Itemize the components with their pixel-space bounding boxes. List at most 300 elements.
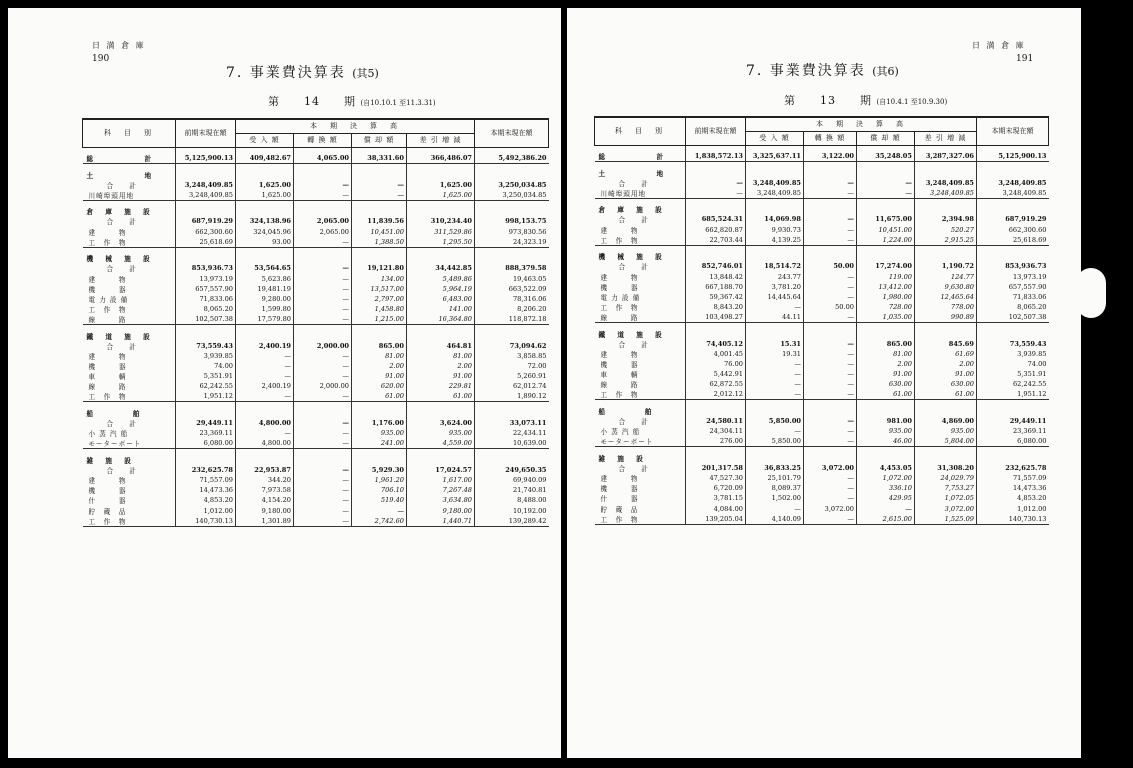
amount-cell: 139,289.42 (475, 516, 549, 527)
table-body-right (595, 145, 1049, 524)
amount-cell: — (804, 369, 857, 379)
amount-cell: — (804, 416, 857, 426)
amount-cell (352, 206, 407, 216)
amount-cell: — (236, 391, 294, 402)
amount-cell: 53,564.65 (236, 263, 294, 273)
amount-cell (857, 329, 915, 339)
header-end: 本期末現在額 (475, 119, 549, 147)
table-row (83, 381, 549, 391)
amount-cell: 3,248,409.85 (915, 178, 977, 188)
amount-cell: 5,125,900.13 (977, 151, 1049, 162)
amount-cell (804, 204, 857, 214)
amount-cell: 4,084.00 (686, 504, 746, 514)
amount-cell: 24,580.11 (686, 416, 746, 426)
amount-cell: 2,400.19 (236, 381, 294, 391)
amount-cell: 4,559.00 (407, 438, 475, 449)
amount-cell: 23,369.11 (176, 428, 236, 438)
amount-cell (686, 251, 746, 261)
amount-cell: 22,953.87 (236, 465, 294, 475)
amount-cell: 14,473.36 (176, 485, 236, 495)
amount-cell: — (236, 361, 294, 371)
amount-cell: 15.31 (746, 339, 804, 349)
row-label: モーターボート (88, 440, 142, 449)
table-row (595, 204, 1049, 214)
table-row (83, 253, 549, 263)
row-label: 建 物 (88, 477, 127, 486)
table-row (595, 349, 1049, 359)
amount-cell: 141.00 (407, 304, 475, 314)
amount-cell: 19,463.05 (475, 273, 549, 283)
amount-cell (352, 170, 407, 180)
amount-cell: 2,065.00 (294, 216, 352, 226)
row-label: 合 計 (618, 179, 649, 188)
amount-cell: 229.81 (407, 381, 475, 391)
amount-cell: 17,274.00 (857, 261, 915, 271)
amount-cell: — (236, 371, 294, 381)
amount-cell: 5,850.00 (746, 416, 804, 426)
amount-cell: 657,557.90 (176, 284, 236, 294)
amount-cell: 50.00 (804, 261, 857, 271)
amount-cell: 2.00 (915, 359, 977, 369)
table-row (83, 361, 549, 371)
amount-cell: 1,525.09 (915, 514, 977, 525)
amount-cell: 6,720.09 (686, 483, 746, 493)
header-receipts: 受 入 額 (236, 133, 294, 147)
amount-cell (294, 331, 352, 341)
row-label: 船 舶 (598, 407, 657, 416)
amount-cell: 6,080.00 (176, 438, 236, 449)
table-row (595, 178, 1049, 188)
amount-cell: 6,483.00 (407, 294, 475, 304)
settlement-table-left (82, 118, 549, 527)
amount-cell: 232,625.78 (176, 465, 236, 475)
amount-cell: — (294, 465, 352, 475)
amount-cell: 344.20 (236, 475, 294, 485)
amount-cell: 5,489.86 (407, 273, 475, 283)
amount-cell: 91.00 (857, 369, 915, 379)
amount-cell: 61.00 (352, 391, 407, 402)
amount-cell: 8,065.20 (977, 302, 1049, 312)
row-label: 合 計 (618, 340, 649, 349)
table-row (83, 304, 549, 314)
amount-cell: 4,139.25 (746, 235, 804, 246)
row-label: 機 器 (88, 487, 127, 496)
amount-cell: 1,617.00 (407, 475, 475, 485)
amount-cell (857, 406, 915, 416)
amount-cell: 2,000.00 (294, 381, 352, 391)
amount-cell: 778.00 (915, 302, 977, 312)
amount-cell: 4,154.20 (236, 495, 294, 505)
amount-cell: — (236, 428, 294, 438)
amount-cell: 9,180.00 (407, 506, 475, 516)
amount-cell (977, 251, 1049, 261)
amount-cell (407, 206, 475, 216)
row-label: 機 器 (600, 361, 639, 370)
row-label: 建 物 (88, 228, 127, 237)
amount-cell: 4,065.00 (294, 153, 352, 164)
amount-cell: 5,125,900.13 (176, 153, 236, 164)
amount-cell: 1,951.12 (977, 389, 1049, 400)
table-row (595, 271, 1049, 281)
amount-cell: 2,797.00 (352, 294, 407, 304)
amount-cell: — (746, 426, 804, 436)
amount-cell: 62,242.55 (176, 381, 236, 391)
amount-cell (686, 204, 746, 214)
amount-cell: 124.77 (915, 271, 977, 281)
amount-cell: 1,012.00 (977, 504, 1049, 514)
amount-cell: 13,412.00 (857, 282, 915, 292)
amount-cell: 61.00 (857, 389, 915, 400)
amount-cell: — (804, 483, 857, 493)
amount-cell: 324,045.96 (236, 227, 294, 237)
amount-cell: 5,929.30 (352, 465, 407, 475)
amount-cell: 10,451.00 (857, 225, 915, 235)
amount-cell: — (746, 504, 804, 514)
amount-cell (407, 253, 475, 263)
amount-cell: 853,936.73 (977, 261, 1049, 271)
table-row (83, 475, 549, 485)
table-row (595, 151, 1049, 162)
amount-cell: 1,215.00 (352, 314, 407, 325)
amount-cell: — (352, 190, 407, 201)
amount-cell: — (294, 371, 352, 381)
amount-cell: 3,072.00 (804, 504, 857, 514)
table-row (83, 170, 549, 180)
amount-cell (176, 170, 236, 180)
amount-cell: — (294, 361, 352, 371)
row-label: 雑 施 設 (86, 456, 136, 465)
amount-cell: 22,703.44 (686, 235, 746, 246)
row-label: 工 作 物 (88, 517, 127, 526)
amount-cell: 657,557.90 (977, 282, 1049, 292)
row-label: 総 計 (86, 155, 157, 163)
amount-cell: — (804, 235, 857, 246)
table-row (595, 282, 1049, 292)
amount-cell: 24,323.19 (475, 237, 549, 248)
row-label: 貯 蔵 品 (600, 505, 639, 514)
amount-cell: 3,248,409.85 (176, 190, 236, 201)
amount-cell: 519.40 (352, 495, 407, 505)
amount-cell (746, 204, 804, 214)
table-row (595, 251, 1049, 261)
amount-cell: 1,440.71 (407, 516, 475, 527)
table-row (595, 302, 1049, 312)
row-label: 鐵 道 施 設 (598, 330, 667, 339)
amount-cell: 1,951.12 (176, 391, 236, 402)
amount-cell: 8,206.20 (475, 304, 549, 314)
amount-cell (804, 406, 857, 416)
amount-cell: — (804, 349, 857, 359)
amount-cell: — (294, 263, 352, 273)
table-row (83, 314, 549, 325)
amount-cell: 18,514.72 (746, 261, 804, 271)
amount-cell: 3,248,409.85 (746, 188, 804, 199)
amount-cell (475, 170, 549, 180)
amount-cell: 102,507.38 (977, 312, 1049, 323)
amount-cell: 35,248.05 (857, 151, 915, 162)
amount-cell (176, 331, 236, 341)
amount-cell: 667,188.70 (686, 282, 746, 292)
amount-cell: 1,190.72 (915, 261, 977, 271)
period-left-label: 第 14 期 (268, 95, 356, 108)
amount-cell: 19,121.80 (352, 263, 407, 273)
amount-cell: 620.00 (352, 381, 407, 391)
amount-cell (236, 331, 294, 341)
amount-cell (236, 455, 294, 465)
table-row (83, 153, 549, 164)
amount-cell: — (294, 495, 352, 505)
amount-cell: 24,304.11 (686, 426, 746, 436)
row-label: 総 計 (598, 153, 669, 161)
amount-cell: 663,522.09 (475, 284, 549, 294)
table-row (83, 237, 549, 248)
row-label: 工 作 物 (600, 515, 639, 524)
amount-cell: 865.00 (857, 339, 915, 349)
amount-cell: 118,872.18 (475, 314, 549, 325)
amount-cell: 464.81 (407, 341, 475, 351)
amount-cell (686, 453, 746, 463)
amount-cell: 119.00 (857, 271, 915, 281)
amount-cell: 1,890.12 (475, 391, 549, 402)
amount-cell: 62,872.55 (686, 379, 746, 389)
corner-label-right: 日 満 倉 庫 (972, 41, 1026, 50)
amount-cell: 62,012.74 (475, 381, 549, 391)
row-label: 電 力 設 備 (600, 293, 641, 302)
amount-cell (475, 253, 549, 263)
row-label: 什 器 (88, 497, 127, 506)
table-row (83, 331, 549, 341)
table-row (595, 504, 1049, 514)
row-label: 線 路 (88, 383, 127, 392)
amount-cell (915, 204, 977, 214)
amount-cell: 2,000.00 (294, 341, 352, 351)
amount-cell: 71,833.06 (977, 292, 1049, 302)
amount-cell: 935.00 (857, 426, 915, 436)
amount-cell: 69,940.09 (475, 475, 549, 485)
amount-cell: 276.00 (686, 436, 746, 447)
row-label: 建 物 (600, 475, 639, 484)
table-row (83, 351, 549, 361)
header-current: 本 期 決 算 高 (236, 119, 475, 133)
table-row (83, 506, 549, 516)
amount-cell: — (686, 188, 746, 199)
row-label: 車 輌 (88, 373, 127, 382)
table-row (595, 339, 1049, 349)
table-row (595, 329, 1049, 339)
amount-cell (686, 406, 746, 416)
table-row (595, 235, 1049, 246)
amount-cell: — (294, 428, 352, 438)
amount-cell (475, 408, 549, 418)
amount-cell: 3,858.85 (475, 351, 549, 361)
amount-cell: 8,065.20 (176, 304, 236, 314)
table-row (83, 180, 549, 190)
amount-cell (977, 329, 1049, 339)
amount-cell: — (294, 190, 352, 201)
amount-cell: — (294, 273, 352, 283)
table-row (83, 284, 549, 294)
header-diff: 差 引 増 減 (915, 131, 977, 145)
amount-cell: — (294, 351, 352, 361)
amount-cell: 3,939.85 (977, 349, 1049, 359)
amount-cell: 13,517.00 (352, 284, 407, 294)
row-label: 倉 庫 施 設 (86, 208, 155, 217)
amount-cell: — (857, 178, 915, 188)
amount-cell: 1,012.00 (176, 506, 236, 516)
amount-cell (804, 251, 857, 261)
amount-cell (686, 168, 746, 178)
header-item: 科 目 別 (595, 117, 686, 145)
amount-cell: 4,869.00 (915, 416, 977, 426)
amount-cell: 232,625.78 (977, 463, 1049, 473)
amount-cell: 10,639.00 (475, 438, 549, 449)
amount-cell (977, 406, 1049, 416)
amount-cell: 19,481.19 (236, 284, 294, 294)
table-row (83, 273, 549, 283)
amount-cell: 998,153.75 (475, 216, 549, 226)
amount-cell: 140,730.13 (176, 516, 236, 527)
amount-cell: 12,465.64 (915, 292, 977, 302)
table-row (595, 369, 1049, 379)
table-row (83, 408, 549, 418)
amount-cell (176, 206, 236, 216)
amount-cell: 243.77 (746, 271, 804, 281)
amount-cell: — (294, 516, 352, 527)
amount-cell (176, 408, 236, 418)
amount-cell: 1,838,572.13 (686, 151, 746, 162)
amount-cell: 9,630.80 (915, 282, 977, 292)
amount-cell: 3,248,409.85 (977, 188, 1049, 199)
amount-cell: — (804, 473, 857, 483)
amount-cell: 981.00 (857, 416, 915, 426)
amount-cell: — (294, 284, 352, 294)
amount-cell: 201,317.58 (686, 463, 746, 473)
period-left (268, 93, 436, 109)
amount-cell: — (804, 214, 857, 224)
amount-cell: 662,300.60 (176, 227, 236, 237)
row-label: 川崎埠頭用地 (600, 189, 647, 198)
amount-cell: 14,473.36 (977, 483, 1049, 493)
amount-cell: 336.10 (857, 483, 915, 493)
amount-cell (407, 408, 475, 418)
amount-cell: 3,325,637.11 (746, 151, 804, 162)
amount-cell: 25,618.69 (176, 237, 236, 248)
table-row (83, 485, 549, 495)
table-row (83, 391, 549, 402)
amount-cell: 61.00 (915, 389, 977, 400)
amount-cell: 3,287,327.06 (915, 151, 977, 162)
amount-cell: 630.00 (915, 379, 977, 389)
amount-cell: 50.00 (804, 302, 857, 312)
amount-cell: 687,919.29 (176, 216, 236, 226)
period-right (784, 92, 947, 108)
amount-cell: 78,316.06 (475, 294, 549, 304)
row-label: 土 地 (86, 171, 157, 180)
amount-cell: 2,742.60 (352, 516, 407, 527)
amount-cell: 249,650.35 (475, 465, 549, 475)
table-row (83, 227, 549, 237)
table-row (595, 436, 1049, 447)
table-row (83, 206, 549, 216)
row-label: 機 器 (88, 285, 127, 294)
amount-cell (475, 455, 549, 465)
amount-cell: 7,753.27 (915, 483, 977, 493)
header-diff: 差 引 増 減 (407, 133, 475, 147)
header-receipts: 受 入 額 (746, 131, 804, 145)
row-label: 合 計 (618, 418, 649, 427)
amount-cell: 311,529.86 (407, 227, 475, 237)
amount-cell: 73,559.43 (176, 341, 236, 351)
amount-cell: 1,295.50 (407, 237, 475, 248)
row-label: 小 蒸 汽 船 (600, 428, 641, 437)
amount-cell: — (294, 506, 352, 516)
table-row (595, 214, 1049, 224)
amount-cell: 3,122.00 (804, 151, 857, 162)
amount-cell: — (746, 302, 804, 312)
amount-cell: — (294, 485, 352, 495)
amount-cell: 5,804.00 (915, 436, 977, 447)
row-label: 建 物 (600, 273, 639, 282)
amount-cell: 4,800.00 (236, 438, 294, 449)
amount-cell: 62,242.55 (977, 379, 1049, 389)
title-left (226, 62, 379, 82)
row-label: 什 器 (600, 495, 639, 504)
amount-cell: — (294, 304, 352, 314)
amount-cell: 74.00 (977, 359, 1049, 369)
amount-cell: 93.00 (236, 237, 294, 248)
amount-cell (686, 329, 746, 339)
amount-cell (746, 406, 804, 416)
amount-cell: 935.00 (407, 428, 475, 438)
amount-cell (236, 253, 294, 263)
table-row (595, 359, 1049, 369)
amount-cell: 72.00 (475, 361, 549, 371)
amount-cell: 33,073.11 (475, 418, 549, 428)
amount-cell (746, 453, 804, 463)
row-label: 合 計 (618, 465, 649, 474)
row-label: 機 器 (600, 485, 639, 494)
amount-cell: 520.27 (915, 225, 977, 235)
amount-cell: 3,781.15 (686, 493, 746, 503)
header-item: 科 目 別 (83, 119, 176, 147)
row-label: 貯 蔵 品 (88, 507, 127, 516)
amount-cell: 3,072.00 (915, 504, 977, 514)
amount-cell: 74,405.12 (686, 339, 746, 349)
table-row (595, 168, 1049, 178)
amount-cell: 25,618.69 (977, 235, 1049, 246)
amount-cell: 1,388.50 (352, 237, 407, 248)
amount-cell: 29,449.11 (176, 418, 236, 428)
settlement-table-right (594, 116, 1049, 525)
amount-cell: 16,364.80 (407, 314, 475, 325)
amount-cell (352, 331, 407, 341)
amount-cell: 1,980.00 (857, 292, 915, 302)
binder-tab (1082, 250, 1112, 340)
amount-cell: 310,234.40 (407, 216, 475, 226)
header-transfer: 轉 換 額 (804, 131, 857, 145)
row-label: 建 物 (600, 350, 639, 359)
amount-cell: 24,029.79 (915, 473, 977, 483)
period-left-dates: (自10.10.1 至11.3.31) (360, 99, 436, 107)
row-label: 機 器 (88, 363, 127, 372)
amount-cell: 935.00 (352, 428, 407, 438)
amount-cell: 5,850.00 (746, 436, 804, 447)
amount-cell: — (857, 188, 915, 199)
amount-cell: 935.00 (915, 426, 977, 436)
amount-cell: 3,250,034.85 (475, 180, 549, 190)
amount-cell: — (804, 225, 857, 235)
row-label: 線 路 (600, 381, 639, 390)
